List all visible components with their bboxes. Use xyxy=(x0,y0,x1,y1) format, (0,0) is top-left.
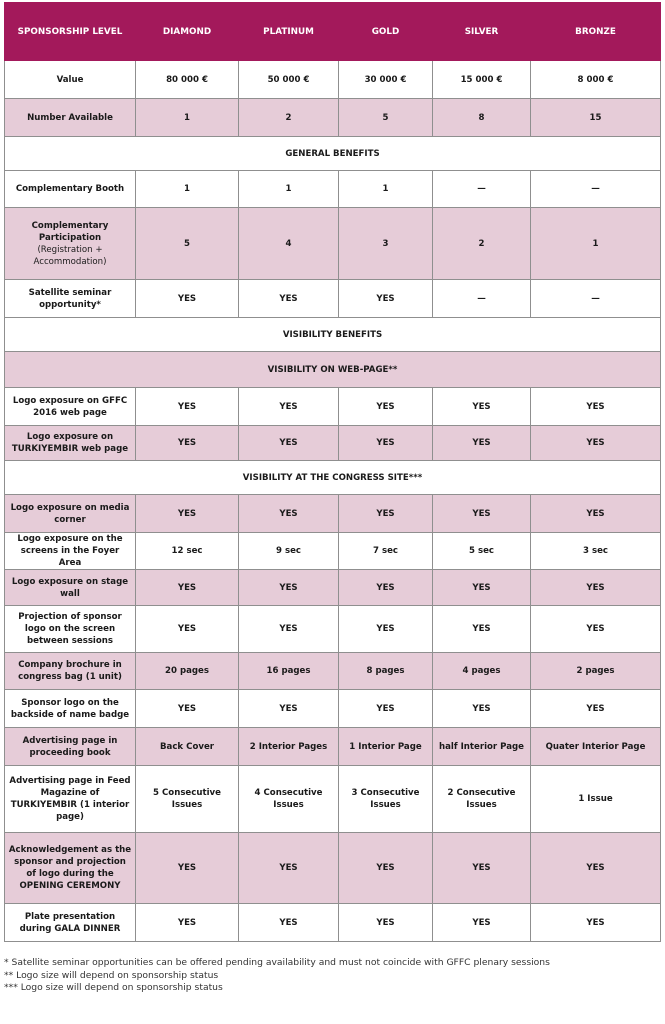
table-cell-label: Satellite seminar opportunity* xyxy=(5,280,136,318)
table-cell-label: Projection of sponsor logo on the screen between sessions xyxy=(5,606,136,653)
table-cell-platinum: YES xyxy=(239,833,339,904)
table-cell-bronze: — xyxy=(531,171,661,208)
table-cell-gold: 30 000 € xyxy=(339,61,433,99)
table-cell-bronze: 1 xyxy=(531,208,661,280)
table-cell-gold: 3 xyxy=(339,208,433,280)
footnotes xyxy=(4,957,550,995)
table-cell-platinum: 1 xyxy=(239,171,339,208)
table-cell-silver: 15 000 € xyxy=(433,61,531,99)
table-cell-platinum: YES xyxy=(239,904,339,942)
table-cell-gold: YES xyxy=(339,280,433,318)
table-cell-platinum: 4 Consecutive Issues xyxy=(239,766,339,833)
table-cell-gold: 1 Interior Page xyxy=(339,728,433,766)
table-row xyxy=(5,99,661,137)
table-cell-platinum: 16 pages xyxy=(239,653,339,690)
table-cell-bronze: YES xyxy=(531,606,661,653)
table-cell-silver: YES xyxy=(433,495,531,533)
table-cell-label: Logo exposure on TURKIYEMBIR web page xyxy=(5,426,136,461)
table-cell-silver: half Interior Page xyxy=(433,728,531,766)
table-cell-silver: — xyxy=(433,171,531,208)
table-cell-silver: YES xyxy=(433,388,531,426)
table-cell-gold: YES xyxy=(339,606,433,653)
table-cell-label: Complementary Booth xyxy=(5,171,136,208)
table-cell-gold: 5 xyxy=(339,99,433,137)
table-cell-platinum: YES xyxy=(239,570,339,606)
table-cell-platinum: YES xyxy=(239,606,339,653)
section-row xyxy=(5,352,661,388)
table-row xyxy=(5,171,661,208)
table-cell-silver: YES xyxy=(433,690,531,728)
table-cell-diamond: YES xyxy=(136,280,239,318)
table-cell-platinum: YES xyxy=(239,280,339,318)
row-label-note: (Registration + Accommodation) xyxy=(33,244,107,267)
table-cell-bronze: 8 000 € xyxy=(531,61,661,99)
header-cell-silver: SILVER xyxy=(433,3,531,61)
table-row xyxy=(5,690,661,728)
table-cell-silver: 4 pages xyxy=(433,653,531,690)
table-row xyxy=(5,570,661,606)
table-cell-bronze: YES xyxy=(531,833,661,904)
sponsorship-table xyxy=(4,2,661,942)
table-cell-label: Value xyxy=(5,61,136,99)
table-cell-diamond: 1 xyxy=(136,99,239,137)
table-cell-diamond: YES xyxy=(136,606,239,653)
table-cell-gold: YES xyxy=(339,904,433,942)
table-cell-silver: 8 xyxy=(433,99,531,137)
table-cell-gold: 8 pages xyxy=(339,653,433,690)
table-cell-bronze: 1 Issue xyxy=(531,766,661,833)
table-cell-gold: YES xyxy=(339,570,433,606)
table-cell-label: Sponsor logo on the backside of name badge xyxy=(5,690,136,728)
table-cell-label: Logo exposure on media corner xyxy=(5,495,136,533)
table-cell-bronze: YES xyxy=(531,904,661,942)
table-cell-platinum: 4 xyxy=(239,208,339,280)
table-cell-bronze: Quater Interior Page xyxy=(531,728,661,766)
table-cell-label: Logo exposure on the screens in the Foyer Area xyxy=(5,533,136,570)
table-cell-silver: YES xyxy=(433,833,531,904)
table-cell-bronze: 15 xyxy=(531,99,661,137)
table-cell-bronze: — xyxy=(531,280,661,318)
table-row xyxy=(5,280,661,318)
table-cell-diamond: YES xyxy=(136,833,239,904)
table-cell-gold: YES xyxy=(339,426,433,461)
sponsorship-table-container xyxy=(4,2,660,942)
table-row xyxy=(5,495,661,533)
table-cell-diamond: YES xyxy=(136,495,239,533)
table-cell-bronze: YES xyxy=(531,570,661,606)
table-cell-diamond: YES xyxy=(136,690,239,728)
table-cell-label: Acknowledgement as the sponsor and projection of logo during the OPENING CEREMONY xyxy=(5,833,136,904)
table-cell-bronze: YES xyxy=(531,495,661,533)
table-cell-silver: 2 Consecutive Issues xyxy=(433,766,531,833)
table-cell-label: Advertising page in proceeding book xyxy=(5,728,136,766)
footnote-web-page-logo: ** Logo size will depend on sponsorship status xyxy=(4,969,219,981)
table-cell-gold: YES xyxy=(339,690,433,728)
table-cell-bronze: 2 pages xyxy=(531,653,661,690)
table-cell-label: Plate presentation during GALA DINNER xyxy=(5,904,136,942)
table-cell-bronze: YES xyxy=(531,388,661,426)
table-row xyxy=(5,61,661,99)
table-cell-platinum: YES xyxy=(239,426,339,461)
header-cell-diamond: DIAMOND xyxy=(136,3,239,61)
table-cell-label: Logo exposure on GFFC 2016 web page xyxy=(5,388,136,426)
table-row xyxy=(5,208,661,280)
table-cell-gold: 1 xyxy=(339,171,433,208)
table-cell-diamond: 12 sec xyxy=(136,533,239,570)
table-row xyxy=(5,426,661,461)
table-cell-diamond: 5 Consecutive Issues xyxy=(136,766,239,833)
table-cell-diamond: 1 xyxy=(136,171,239,208)
table-cell-diamond: YES xyxy=(136,388,239,426)
section-row xyxy=(5,461,661,495)
row-label: Complementary Participation xyxy=(31,220,109,243)
table-cell-label: Number Available xyxy=(5,99,136,137)
table-cell-silver: YES xyxy=(433,426,531,461)
table-row xyxy=(5,728,661,766)
section-heading: VISIBILITY BENEFITS xyxy=(5,318,661,352)
table-cell-platinum: 50 000 € xyxy=(239,61,339,99)
table-cell-diamond: YES xyxy=(136,570,239,606)
table-cell-bronze: YES xyxy=(531,426,661,461)
table-cell-platinum: YES xyxy=(239,690,339,728)
table-cell-bronze: 3 sec xyxy=(531,533,661,570)
table-cell-diamond: 20 pages xyxy=(136,653,239,690)
table-cell-gold: 3 Consecutive Issues xyxy=(339,766,433,833)
table-row xyxy=(5,766,661,833)
table-cell-diamond: 5 xyxy=(136,208,239,280)
table-row xyxy=(5,653,661,690)
table-cell-diamond: 80 000 € xyxy=(136,61,239,99)
table-cell-silver: YES xyxy=(433,606,531,653)
header-cell-sponsorship-level: SPONSORSHIP LEVEL xyxy=(5,3,136,61)
table-cell-platinum: 2 Interior Pages xyxy=(239,728,339,766)
table-row xyxy=(5,533,661,570)
table-cell-diamond: YES xyxy=(136,426,239,461)
table-cell-platinum: 9 sec xyxy=(239,533,339,570)
table-row xyxy=(5,833,661,904)
table-cell-silver: YES xyxy=(433,570,531,606)
section-heading: VISIBILITY AT THE CONGRESS SITE*** xyxy=(5,461,661,495)
section-row xyxy=(5,137,661,171)
table-cell-gold: YES xyxy=(339,495,433,533)
header-row xyxy=(5,3,661,61)
section-heading: GENERAL BENEFITS xyxy=(5,137,661,171)
table-cell-platinum: YES xyxy=(239,388,339,426)
table-row xyxy=(5,606,661,653)
section-row xyxy=(5,318,661,352)
table-cell-label xyxy=(5,208,136,280)
section-heading: VISIBILITY ON WEB-PAGE** xyxy=(5,352,661,388)
table-cell-diamond: Back Cover xyxy=(136,728,239,766)
footnote-congress-site-logo: *** Logo size will depend on sponsorship status xyxy=(4,982,223,994)
header-cell-bronze: BRONZE xyxy=(531,3,661,61)
table-cell-bronze: YES xyxy=(531,690,661,728)
table-cell-gold: YES xyxy=(339,388,433,426)
sponsorship-table-body xyxy=(5,3,661,942)
table-cell-platinum: 2 xyxy=(239,99,339,137)
table-cell-platinum: YES xyxy=(239,495,339,533)
table-row xyxy=(5,904,661,942)
table-row xyxy=(5,388,661,426)
header-cell-platinum: PLATINUM xyxy=(239,3,339,61)
table-cell-label: Advertising page in Feed Magazine of TURKIYEMBIR (1 interior page) xyxy=(5,766,136,833)
table-cell-label: Company brochure in congress bag (1 unit) xyxy=(5,653,136,690)
table-cell-silver: YES xyxy=(433,904,531,942)
header-cell-gold: GOLD xyxy=(339,3,433,61)
footnote-satellite: * Satellite seminar opportunities can be offered pending availability and must not coincide with GFFC plenary sessions xyxy=(4,957,550,968)
table-cell-silver: 2 xyxy=(433,208,531,280)
table-cell-silver: — xyxy=(433,280,531,318)
table-cell-silver: 5 sec xyxy=(433,533,531,570)
table-cell-label: Logo exposure on stage wall xyxy=(5,570,136,606)
table-cell-diamond: YES xyxy=(136,904,239,942)
table-cell-gold: 7 sec xyxy=(339,533,433,570)
table-cell-gold: YES xyxy=(339,833,433,904)
